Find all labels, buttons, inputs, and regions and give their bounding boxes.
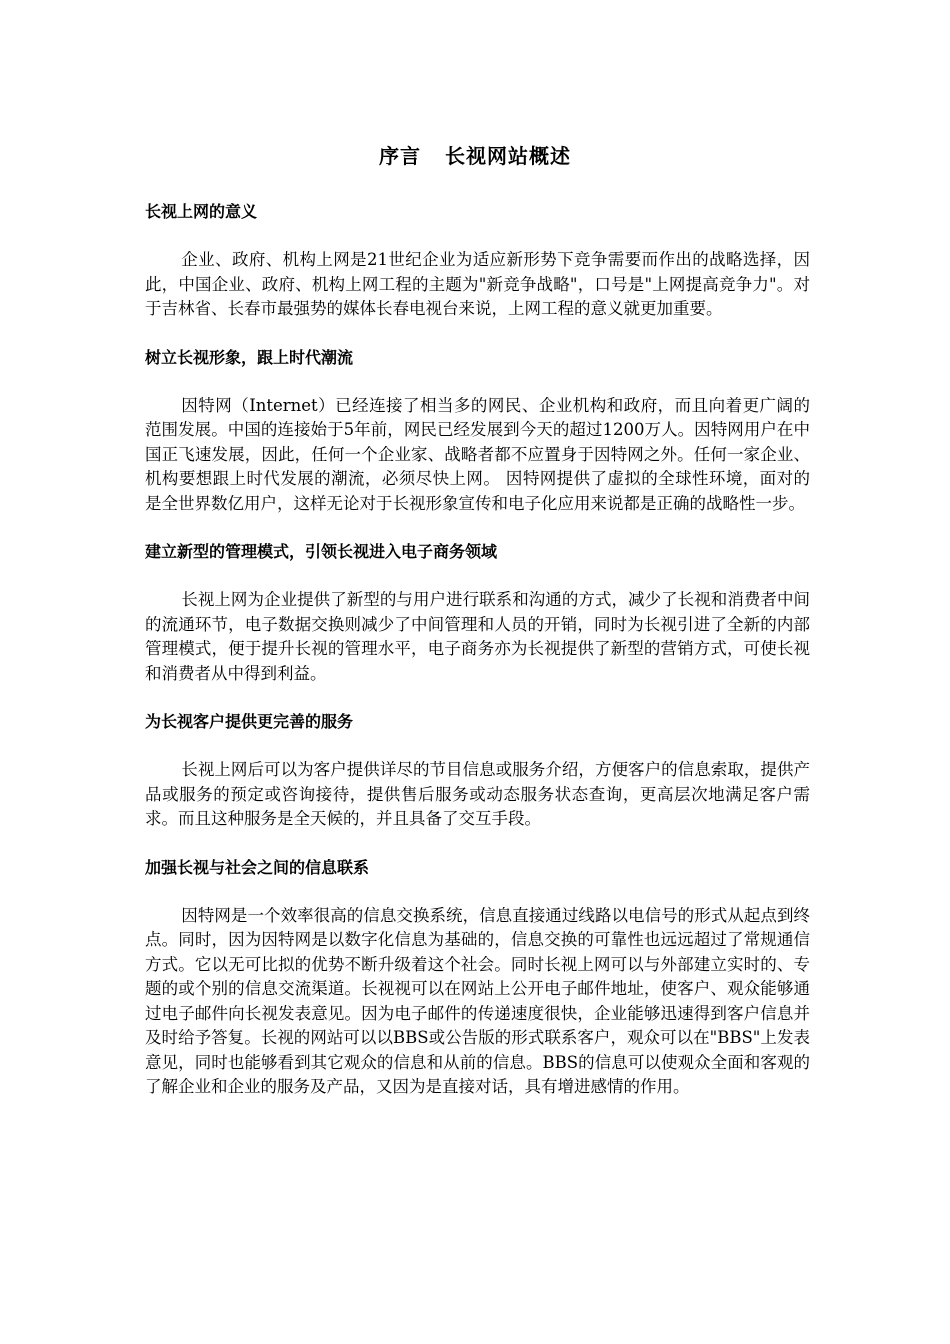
section-paragraph: 因特网是一个效率很高的信息交换系统，信息直接通过线路以电信号的形式从起点到终点。同时，因为因特网是以数字化信息为基础的，信息交换的可靠性也远远超过了常规通信方式。它以无可比拟的优势不断升级着这个社会。同时长视上网可以与外部建立实时的、专题的或个别的信息交流渠道。长视视可以在网站上公开电子邮件地址，使客户、观众能够通过电子邮件向长视发表意见。因为电子邮件的传递速度很快，企业能够迅速得到客户信息并及时给予答复。长视的网站可以以BBS或公告版的形式联系客户，观众可以在"BBS"上发表意见，同时也能够看到其它观众的信息和从前的信息。BBS的信息可以使观众全面和客观的了解企业和企业的服务及产品，又因为是直接对话，具有增进感情的作用。 [145, 905, 810, 1096]
section-image [145, 346, 810, 517]
section-paragraph: 长视上网为企业提供了新型的与用户进行联系和沟通的方式，减少了长视和消费者中间的流通环节，电子数据交换则减少了中间管理和人员的开销，同时为长视引进了全新的内部管理模式，便于提升长视的管理水平，电子商务亦为长视提供了新型的营销方式，可使长视和消费者从中得到利益。 [145, 590, 810, 683]
section-significance [145, 200, 810, 322]
document-body [145, 200, 810, 1100]
section-information [145, 856, 810, 1100]
section-heading: 长视上网的意义 [145, 202, 258, 221]
title-main: 长视网站概述 [445, 144, 571, 168]
section-paragraph: 企业、政府、机构上网是21世纪企业为适应新形势下竞争需要而作出的战略选择，因此，中国企业、政府、机构上网工程的主题为"新竞争战略"，口号是"上网提高竞争力"。对于吉林省、长春市最强势的媒体长春电视台来说，上网工程的意义就更加重要。 [145, 250, 810, 318]
section-management [145, 540, 810, 686]
page-title [0, 140, 950, 169]
section-paragraph: 因特网（Internet）已经连接了相当多的网民、企业机构和政府，而且向着更广阔的范围发展。中国的连接始于5年前，网民已经发展到今天的超过1200万人。因特网用户在中国正飞速发展，因此，任何一个企业家、战略者都不应置身于因特网之外。任何一家企业、机构要想跟上时代发展的潮流，必须尽快上网。 因特网提供了虚拟的全球性环境，面对的是全世界数亿用户，这样无论对于长视形象宣传和电子化应用来说都是正确的战略性一步。 [145, 395, 810, 513]
section-heading: 建立新型的管理模式，引领长视进入电子商务领域 [145, 542, 498, 561]
section-heading: 为长视客户提供更完善的服务 [145, 712, 354, 731]
section-heading: 树立长视形象，跟上时代潮流 [145, 347, 354, 367]
section-service [145, 710, 810, 832]
section-heading: 加强长视与社会之间的信息联系 [145, 857, 370, 877]
section-paragraph: 长视上网后可以为客户提供详尽的节目信息或服务介绍，方便客户的信息索取，提供产品或服务的预定或咨询接待，提供售后服务或动态服务状态查询，更高层次地满足客户需求。而且这种服务是全天候的，并且具备了交互手段。 [145, 760, 810, 828]
title-prefix: 序言 [379, 144, 421, 168]
